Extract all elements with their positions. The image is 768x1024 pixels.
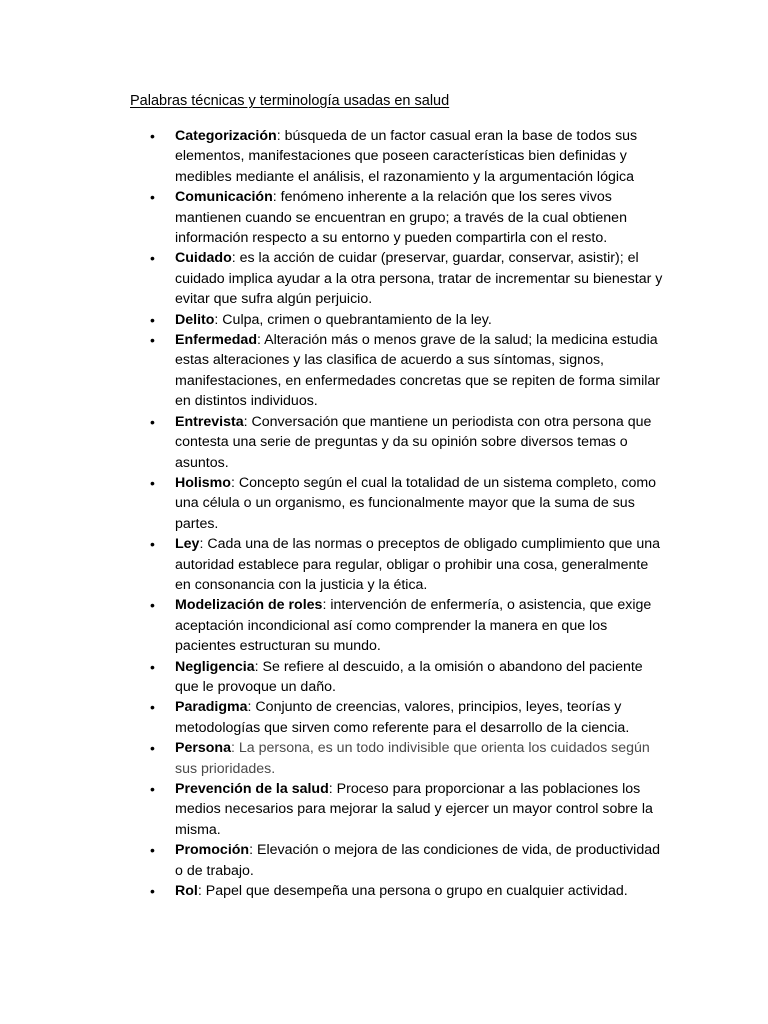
list-item [0, 657, 665, 698]
list-item [0, 738, 665, 779]
glossary-definition: : fenómeno inherente a la relación que los seres vivos mantienen cuando se encuentran en grupo; a través de la cual obtienen información respecto a su entorno y pueden compartirla con el resto. [175, 189, 627, 247]
glossary-term: Comunicación [175, 189, 273, 206]
list-item [0, 248, 665, 309]
page-title: Palabras técnicas y terminología usadas en salud [130, 93, 450, 109]
list-item [0, 881, 665, 901]
bullet-icon: • [150, 128, 155, 144]
glossary-term: Categorización [175, 128, 277, 144]
glossary-definition: : Alteración más o menos grave de la salud; la medicina estudia estas alteraciones y las clasifica de acuerdo a sus síntomas, signos, manifestaciones, en enfermedades concretas que se repiten de forma similar en distintos individuos. [175, 332, 660, 410]
list-item [0, 595, 665, 656]
bullet-icon: • [150, 597, 155, 614]
glossary-term: Entrevista [175, 413, 244, 430]
bullet-icon: • [150, 311, 155, 328]
glossary-definition: : La persona, es un todo indivisible que orienta los cuidados según sus prioridades. [175, 740, 650, 777]
glossary-definition: : Se refiere al descuido, a la omisión o abandono del paciente que le provoque un daño. [175, 658, 643, 695]
glossary-definition: : Conjunto de creencias, valores, principios, leyes, teorías y metodologías que sirven como referente para el desarrollo de la ciencia. [175, 699, 630, 736]
glossary-term: Modelización de roles [175, 597, 323, 614]
bullet-icon: • [150, 842, 155, 859]
glossary-definition: : Concepto según el cual la totalidad de un sistema completo, como una célula o un organismo, es funcionalmente mayor que la suma de sus partes. [175, 474, 657, 532]
list-item [0, 840, 665, 881]
list-item [0, 779, 665, 840]
glossary-term: Paradigma [175, 699, 248, 716]
glossary-definition: : Elevación o mejora de las condiciones de vida, de productividad o de trabajo. [175, 842, 661, 879]
bullet-icon: • [150, 536, 155, 553]
list-item [0, 697, 665, 738]
glossary-term: Ley [175, 536, 200, 553]
bullet-icon: • [150, 332, 155, 349]
glossary-term: Cuidado [175, 250, 232, 267]
list-item [0, 534, 665, 595]
list-item [0, 310, 665, 330]
bullet-icon: • [150, 474, 155, 491]
list-item [0, 473, 665, 534]
bullet-icon: • [150, 189, 155, 206]
glossary-term: Enfermedad [175, 332, 257, 349]
bullet-icon: • [150, 883, 155, 900]
glossary-term: Promoción [175, 842, 250, 859]
glossary-list [0, 126, 768, 901]
glossary-definition: : Papel que desempeña una persona o grupo en cualquier actividad. [197, 883, 628, 900]
glossary-term: Delito [175, 311, 215, 328]
glossary-definition: : Conversación que mantiene un periodista con otra persona que contesta una serie de preguntas y da su opinión sobre diversos temas o asuntos. [175, 413, 652, 471]
glossary-term: Prevención de la salud [175, 781, 329, 797]
glossary-definition: : Cada una de las normas o preceptos de obligado cumplimiento que una autoridad establece para regular, obligar o prohibir una cosa, generalmente en consonancia con la justicia y la ética. [175, 536, 661, 593]
glossary-term: Rol [175, 883, 198, 900]
glossary-term: Holismo [175, 474, 231, 491]
bullet-icon: • [150, 699, 155, 716]
glossary-definition: : Culpa, crimen o quebrantamiento de la ley. [214, 311, 492, 328]
bullet-icon: • [150, 250, 155, 267]
bullet-icon: • [150, 658, 155, 675]
glossary-definition: : intervención de enfermería, o asistencia, que exige aceptación incondicional así como comprender la manera en que los pacientes estructuran su mundo. [175, 597, 652, 655]
bullet-icon: • [150, 413, 155, 430]
glossary-definition: : es la acción de cuidar (preservar, guardar, conservar, asistir); el cuidado implica ayudar a la otra persona, tratar de incrementar su bienestar y evitar que sufra algún perjuicio. [175, 250, 663, 308]
list-item [0, 126, 665, 187]
bullet-icon: • [150, 740, 155, 757]
glossary-term: Persona [175, 740, 231, 757]
glossary-definition: : Proceso para proporcionar a las poblaciones los medios necesarios para mejorar la salud y ejercer un mayor control sobre la misma. [175, 781, 653, 838]
glossary-term: Negligencia [175, 658, 255, 675]
list-item [0, 412, 665, 473]
bullet-icon: • [150, 781, 155, 797]
list-item [0, 187, 665, 248]
list-item [0, 330, 665, 412]
glossary-definition: : búsqueda de un factor casual eran la base de todos sus elementos, manifestaciones que poseen características bien definidas y medibles mediante el análisis, el razonamiento y la argumentación lógica [175, 128, 638, 185]
